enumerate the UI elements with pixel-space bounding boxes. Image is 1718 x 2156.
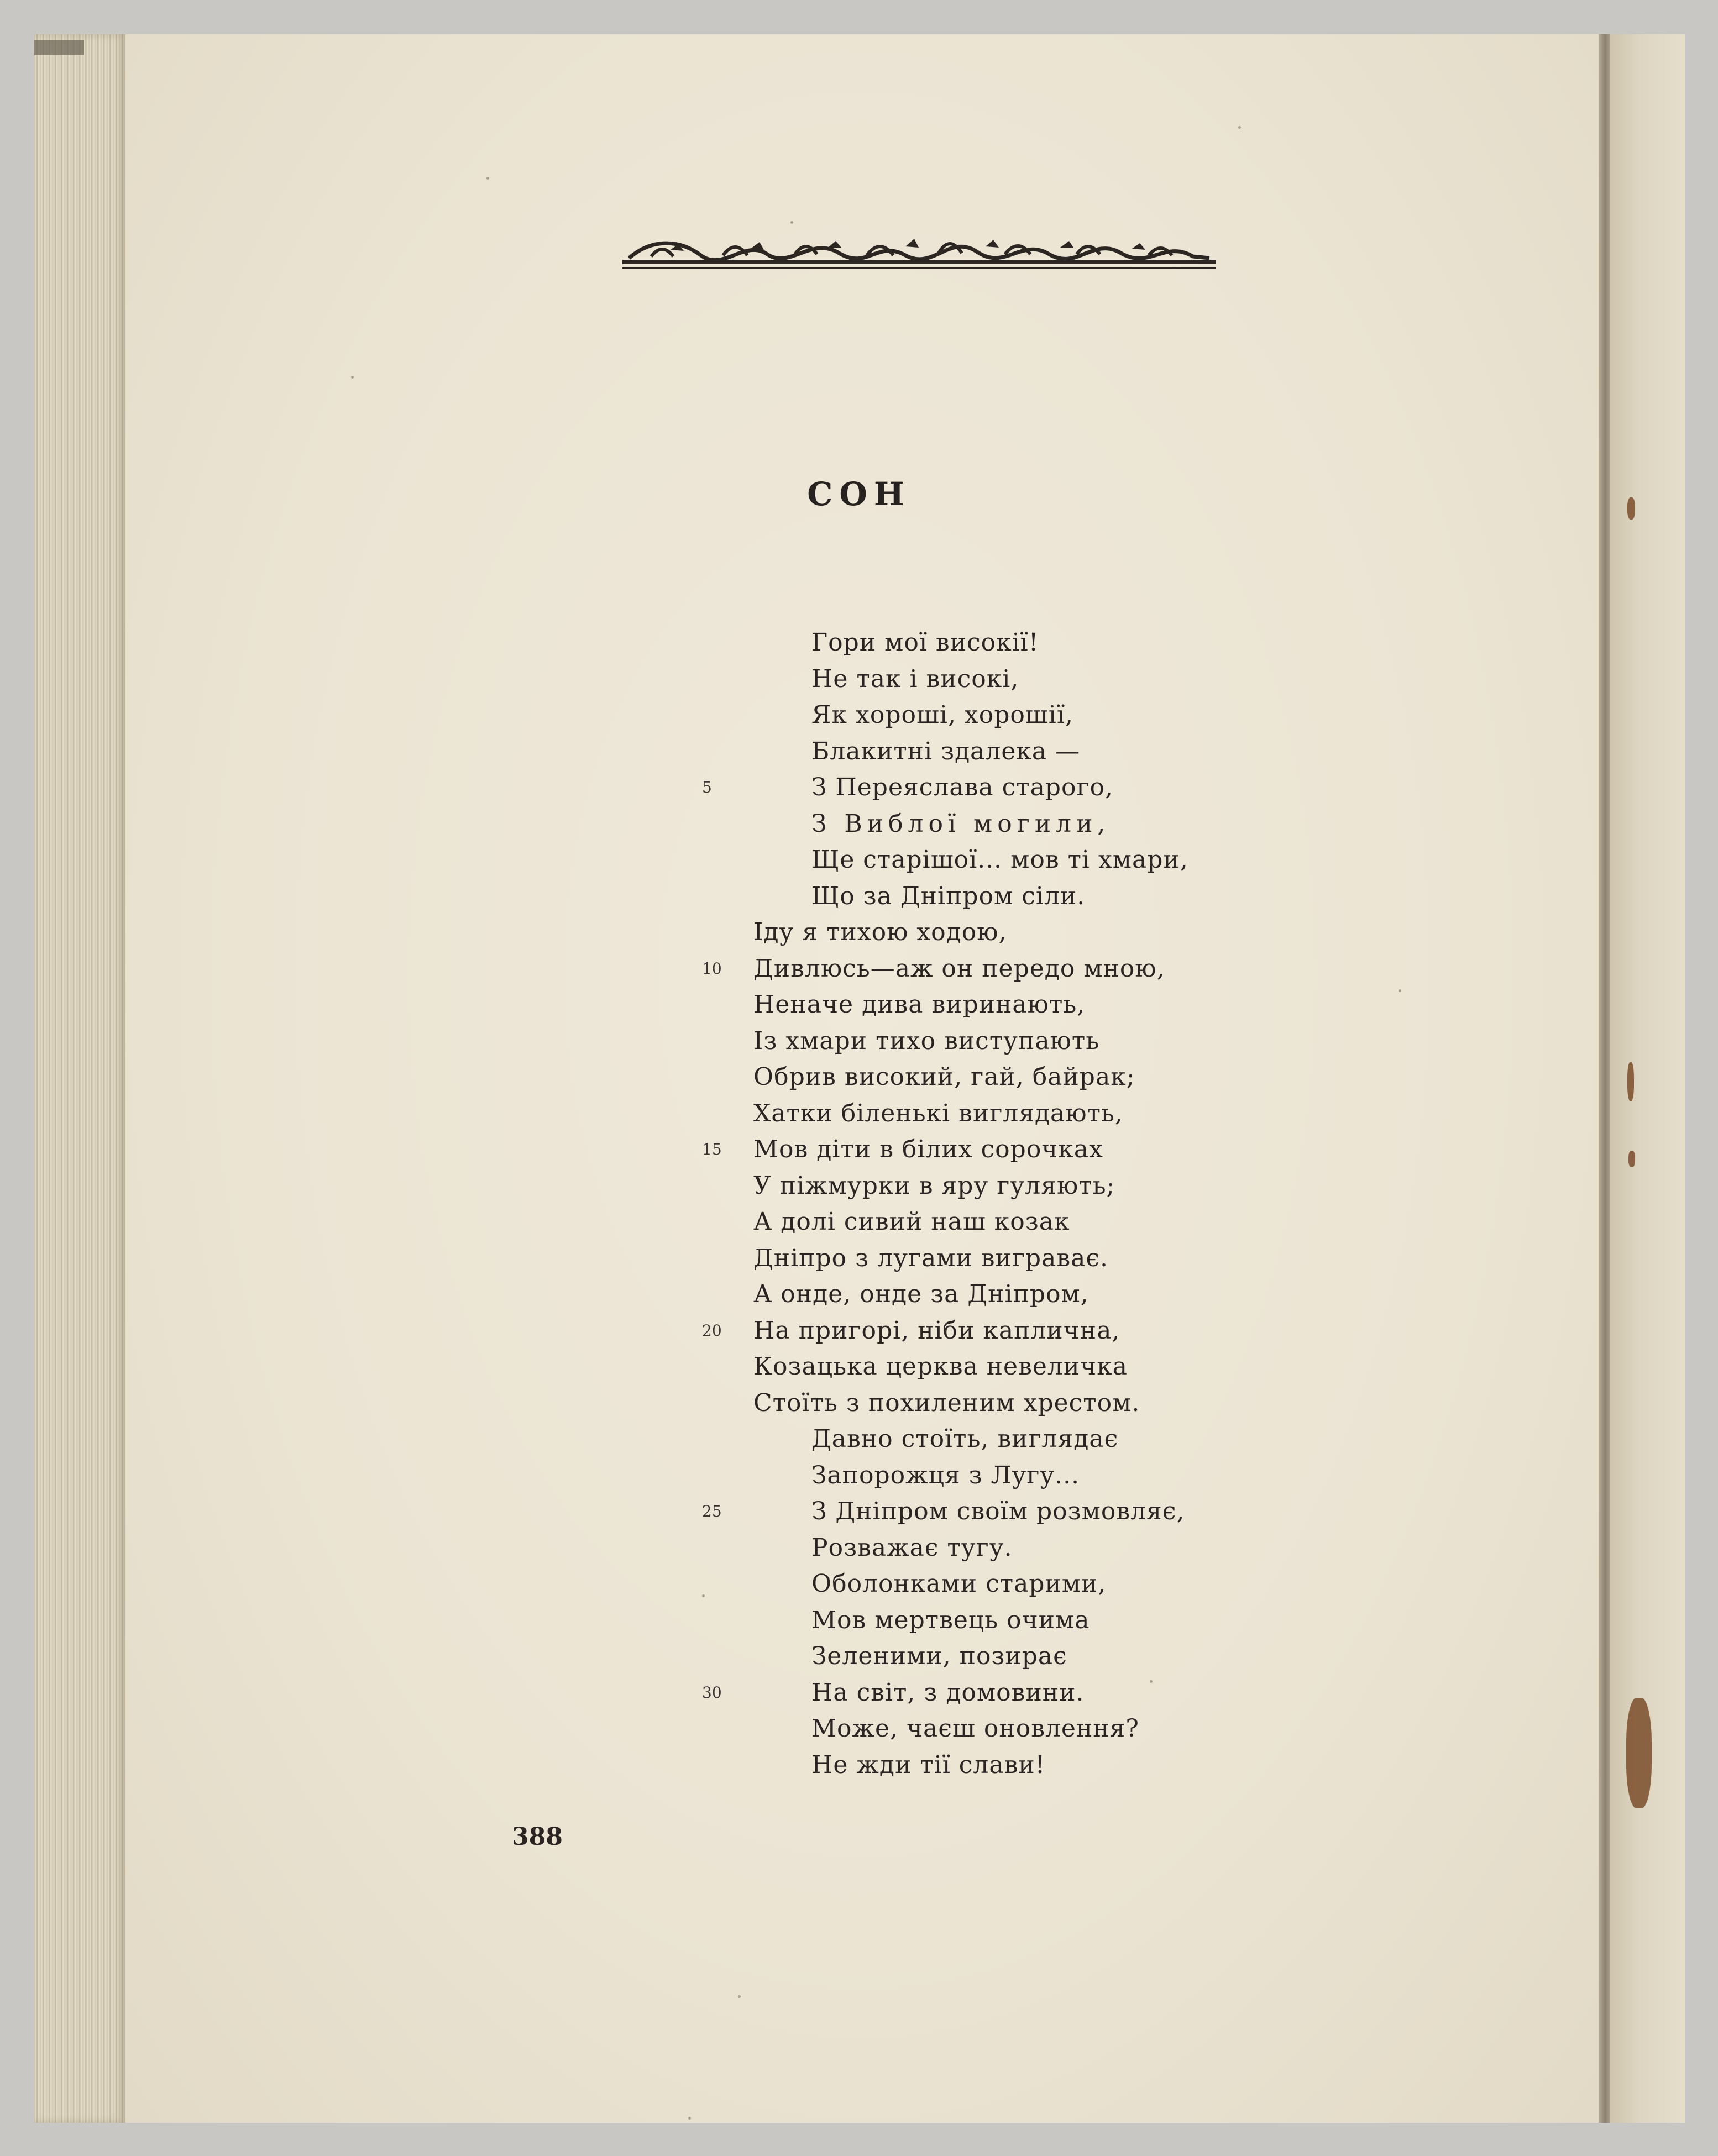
poem-line: З Переяслава старого, xyxy=(811,773,1113,801)
paper-speck xyxy=(486,177,489,180)
line-number: 10 xyxy=(702,959,722,978)
paper-speck xyxy=(688,2117,691,2120)
page-stack-mark xyxy=(34,40,84,55)
book-gutter xyxy=(1599,34,1610,2123)
poem-line: Дніпро з лугами виграває. xyxy=(753,1244,1108,1272)
poem-line: Що за Дніпром сіли. xyxy=(811,882,1086,910)
poem-line: Не так і високі, xyxy=(811,665,1019,693)
poem-title: СОН xyxy=(807,475,911,513)
poem-line: Ще старішої... мов ті хмари, xyxy=(811,846,1188,874)
adjacent-page-edge xyxy=(1610,34,1685,2123)
poem-line: Мов мертвець очима xyxy=(811,1606,1090,1634)
page-number: 388 xyxy=(512,1823,563,1851)
poem-line: Обрив високий, гай, байрак; xyxy=(753,1063,1135,1091)
paper-speck xyxy=(738,1995,741,1998)
paper-speck xyxy=(1150,1680,1153,1683)
poem-line: Зеленими, позирає xyxy=(811,1642,1067,1670)
paper-speck xyxy=(1399,989,1401,992)
line-number: 15 xyxy=(702,1140,722,1158)
poem-line: А долі сивий наш козак xyxy=(753,1208,1070,1236)
line-number: 25 xyxy=(702,1502,722,1520)
poem-line: Давно стоїть, виглядає xyxy=(811,1425,1119,1453)
page-stack-edge xyxy=(34,34,125,2123)
poem-line: У піжмурки в яру гуляють; xyxy=(753,1172,1115,1200)
stain-mark xyxy=(1628,1151,1635,1167)
line-number: 20 xyxy=(702,1321,722,1340)
poem-line: Хатки біленькі виглядають, xyxy=(753,1099,1123,1127)
poem-line: З Дніпром своїм розмовляє, xyxy=(811,1497,1185,1525)
poem-line: Неначе дива виринають, xyxy=(753,990,1086,1019)
poem-line: Оболонками старими, xyxy=(811,1570,1107,1598)
paper-speck xyxy=(790,221,793,224)
poem-line: Розважає тугу. xyxy=(811,1534,1013,1562)
poem-line: А онде, онде за Дніпром, xyxy=(753,1280,1089,1308)
line-number: 5 xyxy=(702,778,712,796)
poem-line: Блакитні здалека — xyxy=(811,737,1081,765)
poem-line: Не жди тії слави! xyxy=(811,1751,1046,1779)
paper-speck xyxy=(1238,126,1241,129)
poem-line: Іду я тихою ходою, xyxy=(753,918,1007,946)
paper-speck xyxy=(702,1594,705,1597)
poem-line: Запорожця з Лугу... xyxy=(811,1461,1080,1489)
poem-line: Мов діти в білих сорочках xyxy=(753,1135,1103,1163)
stain-mark xyxy=(1627,1062,1634,1101)
ornament-headpiece xyxy=(618,228,1221,277)
poem-line: Може, чаєш оновлення? xyxy=(811,1714,1139,1743)
poem-line: Гори мої високії! xyxy=(811,628,1039,657)
paper-speck xyxy=(351,376,354,379)
poem-line: Стоїть з похиленим хрестом. xyxy=(753,1389,1140,1417)
poem-line: Із хмари тихо виступають xyxy=(753,1027,1100,1055)
poem-line: На пригорі, ніби каплична, xyxy=(753,1316,1120,1345)
line-number: 30 xyxy=(702,1683,722,1702)
poem-line: Дивлюсь—аж он передо мною, xyxy=(753,954,1165,983)
poem-line: З Виблої могили, xyxy=(811,810,1111,838)
poem-line: На світ, з домовини. xyxy=(811,1678,1085,1707)
poem-line: Як хороші, хорошії, xyxy=(811,701,1073,729)
poem-line: Козацька церква невеличка xyxy=(753,1352,1128,1381)
stain-mark xyxy=(1626,1698,1652,1808)
